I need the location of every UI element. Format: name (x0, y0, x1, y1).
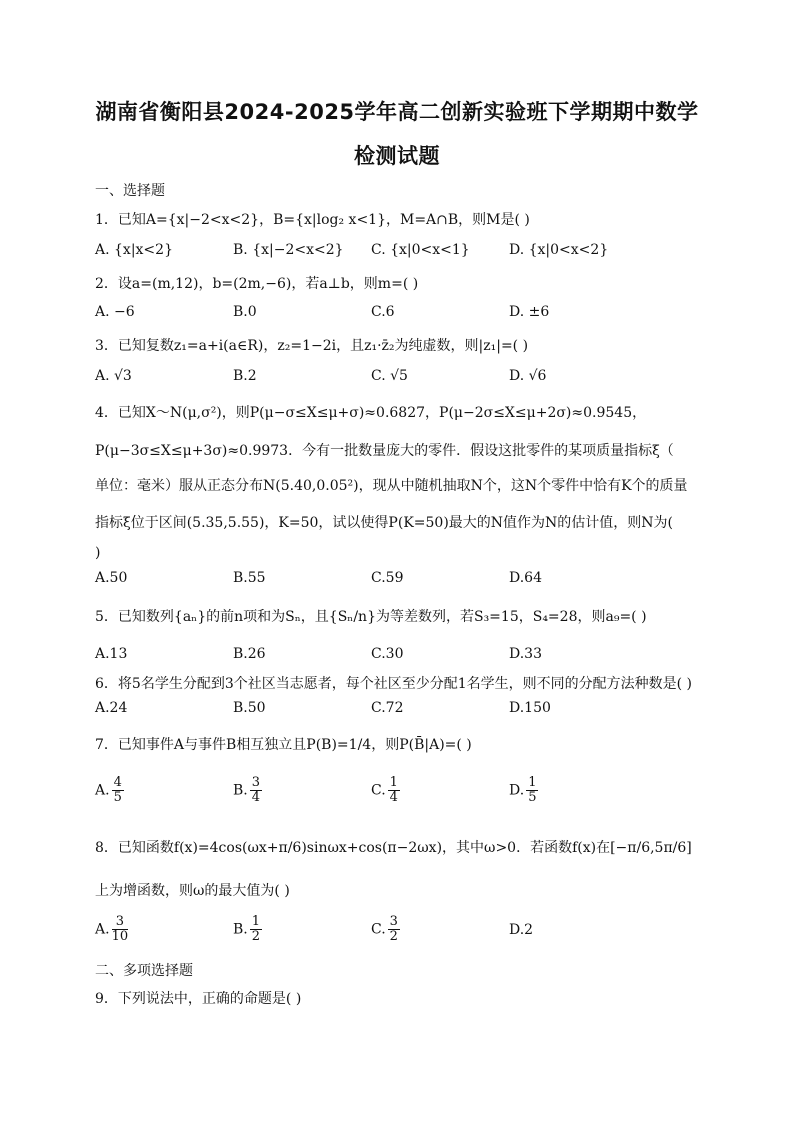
q2-option-a: A. −6 (95, 304, 135, 320)
fraction-denominator: 5 (113, 790, 122, 805)
q6-option-c: C.72 (371, 700, 404, 716)
q4-option-c: C.59 (371, 570, 404, 586)
q8-option-d: D.2 (509, 922, 534, 938)
q8-option-a (95, 915, 130, 944)
q2-option-d: D. ±6 (509, 304, 550, 320)
q8-option-a-prefix: A. (95, 921, 110, 938)
question-5: 5．已知数列{aₙ}的前n项和为Sₙ，且{Sₙ/n}为等差数列，若S₃=15，S₄=28，则a₉=( ) (95, 609, 647, 625)
fraction-numerator: 1 (528, 775, 537, 790)
fraction-numerator: 1 (251, 914, 261, 929)
section-heading-multi-choice: 二、多项选择题 (95, 963, 193, 979)
q6-option-b: B.50 (233, 700, 266, 716)
q4-option-a: A.50 (95, 570, 128, 586)
question-4-line-5: ) (95, 545, 101, 561)
q8-option-a-fraction (112, 915, 129, 944)
question-1: 1．已知A={x|−2<x<2}，B={x|log₂ x<1}，M=A∩B，则M是( ) (95, 212, 530, 228)
q3-option-a: A. √3 (95, 368, 132, 384)
q6-option-a: A.24 (95, 700, 128, 716)
question-7: 7．已知事件A与事件B相互独立且P(B)=1/4，则P(B̄|A)=( ) (95, 737, 472, 753)
fraction-denominator: 4 (251, 790, 261, 805)
q8-option-b-fraction (250, 915, 262, 944)
q8-option-c-prefix: C. (371, 921, 386, 938)
q7-option-c (371, 776, 402, 805)
fraction-numerator: 3 (389, 914, 398, 929)
question-8-line-1: 8．已知函数f(x)=4cos(ωx+π/6)sinωx+cos(π−2ωx)，其中ω>0．若函数f(x)在[−π/6,5π/6] (95, 840, 692, 856)
section-heading-choice: 一、选择题 (95, 183, 165, 199)
document-title-line1: 湖南省衡阳县2024-2025学年高二创新实验班下学期期中数学 (95, 100, 699, 124)
fraction-numerator: 3 (112, 915, 129, 930)
q5-option-d: D.33 (509, 646, 542, 662)
q3-option-b: B.2 (233, 368, 257, 384)
q1-option-c: C. {x|0<x<1} (371, 242, 470, 258)
fraction-numerator: 3 (251, 775, 261, 790)
q7-option-b-prefix: B. (233, 782, 248, 799)
question-8-line-2: 上为增函数，则ω的最大值为( ) (95, 883, 290, 899)
fraction-numerator: 4 (113, 775, 122, 790)
q7-option-a (95, 776, 126, 805)
q7-option-c-prefix: C. (371, 782, 386, 799)
fraction-denominator: 5 (528, 790, 537, 805)
q3-option-c: C. √5 (371, 368, 408, 384)
q8-option-c (371, 915, 402, 944)
q8-option-b (233, 915, 264, 944)
question-3: 3．已知复数z₁=a+i(a∈R)，z₂=1−2i，且z₁·z̄₂为纯虚数，则|z₁|=( ) (95, 338, 529, 354)
question-4-line-1: 4．已知X～N(μ,σ²)，则P(μ−σ≤X≤μ+σ)≈0.6827，P(μ−2σ≤X≤μ+2σ)≈0.9545， (95, 405, 647, 421)
q5-option-a: A.13 (95, 646, 128, 662)
q2-option-b: B.0 (233, 304, 257, 320)
q3-option-d: D. √6 (509, 368, 547, 384)
q7-option-d-fraction (526, 776, 538, 805)
q6-option-d: D.150 (509, 700, 551, 716)
q7-option-a-fraction (112, 776, 124, 805)
q8-option-b-prefix: B. (233, 921, 248, 938)
q7-option-b (233, 776, 264, 805)
q4-option-d: D.64 (509, 570, 542, 586)
q2-option-c: C.6 (371, 304, 395, 320)
q7-option-b-fraction (250, 776, 262, 805)
fraction-denominator: 2 (389, 929, 398, 944)
q7-option-a-prefix: A. (95, 782, 110, 799)
fraction-denominator: 4 (389, 790, 398, 805)
q1-option-d: D. {x|0<x<2} (509, 242, 609, 258)
q5-option-b: B.26 (233, 646, 266, 662)
q8-option-c-fraction (388, 915, 400, 944)
question-9: 9．下列说法中，正确的命题是( ) (95, 991, 302, 1007)
question-2: 2．设a=(m,12)，b=(2m,−6)，若a⊥b，则m=( ) (95, 276, 419, 292)
fraction-denominator: 2 (251, 929, 261, 944)
question-4-line-3: 单位：毫米）服从正态分布N(5.40,0.05²)，现从中随机抽取N个，这N个零件中恰有K个的质量 (95, 478, 688, 494)
q7-option-d-prefix: D. (509, 782, 525, 799)
q5-option-c: C.30 (371, 646, 404, 662)
q1-option-b: B. {x|−2<x<2} (233, 242, 344, 258)
question-4-line-2: P(μ−3σ≤X≤μ+3σ)≈0.9973．今有一批数量庞大的零件．假设这批零件的某项质量指标ξ（ (95, 443, 674, 459)
fraction-numerator: 1 (389, 775, 398, 790)
document-title-line2: 检测试题 (354, 144, 440, 168)
q1-option-a: A. {x|x<2} (95, 242, 173, 258)
q7-option-d (509, 776, 540, 805)
fraction-denominator: 10 (111, 929, 129, 944)
q4-option-b: B.55 (233, 570, 266, 586)
question-6: 6．将5名学生分配到3个社区当志愿者，每个社区至少分配1名学生，则不同的分配方法种数是( ) (95, 676, 693, 692)
question-4-line-4: 指标ξ位于区间(5.35,5.55)，K=50，试以使得P(K=50)最大的N值作为N的估计值，则N为( (95, 515, 673, 531)
q7-option-c-fraction (388, 776, 400, 805)
